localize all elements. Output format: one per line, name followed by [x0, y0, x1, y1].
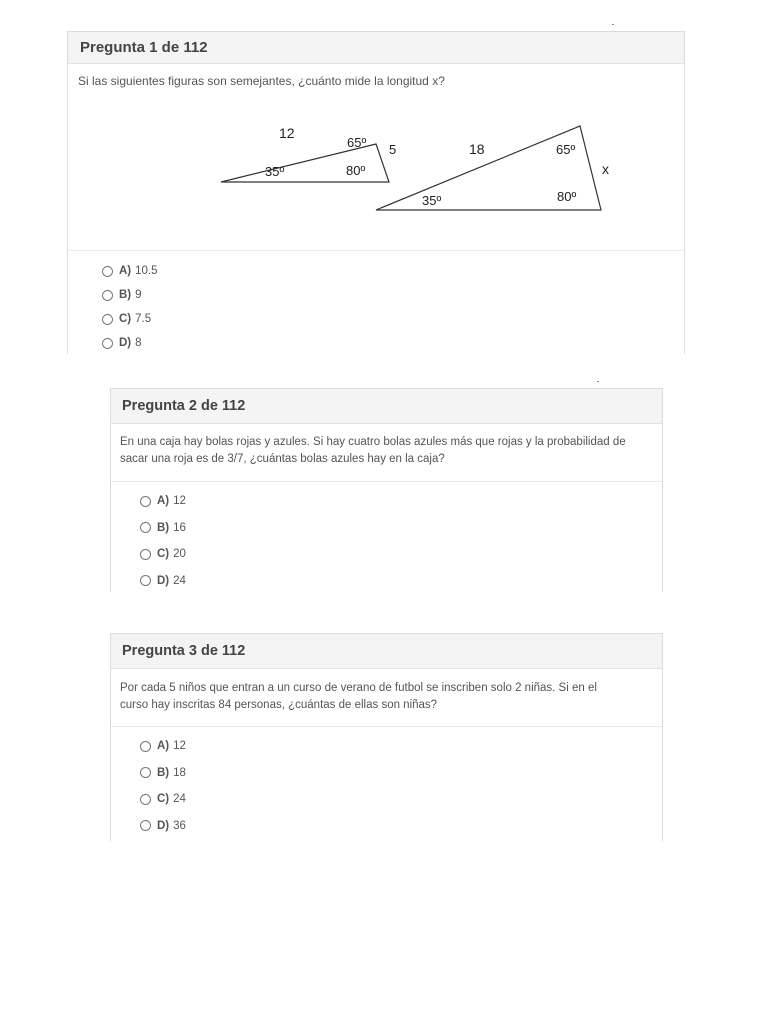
- scan-dot: [597, 381, 599, 382]
- large-angle-top: 65º: [556, 142, 576, 157]
- option-a[interactable]: [102, 259, 158, 283]
- large-angle-bottom-right: 80º: [557, 189, 577, 204]
- option-value: 12: [173, 740, 186, 753]
- option-b[interactable]: [140, 515, 186, 542]
- option-value: 7.5: [135, 313, 152, 325]
- option-letter: C): [157, 548, 170, 561]
- radio-button[interactable]: [102, 266, 113, 277]
- option-value: 18: [173, 766, 186, 779]
- option-value: 24: [173, 793, 186, 806]
- option-b[interactable]: [140, 760, 186, 787]
- radio-button[interactable]: [102, 290, 113, 301]
- question-header: Pregunta 2 de 112: [111, 389, 662, 424]
- small-angle-left: 35º: [265, 164, 285, 179]
- radio-button[interactable]: [140, 522, 151, 533]
- option-value: 12: [173, 495, 186, 508]
- option-letter: B): [157, 521, 170, 534]
- divider: [111, 481, 662, 482]
- large-side-top: 18: [469, 141, 485, 157]
- large-side-right: x: [602, 161, 609, 177]
- question-text-line: Por cada 5 niños que entran a un curso de verano de futbol se inscriben solo 2 niñas. Si en el: [120, 682, 597, 694]
- option-letter: D): [119, 337, 132, 349]
- question-card-1: [67, 31, 685, 354]
- answer-options: [140, 488, 186, 594]
- question-text-line: sacar una roja es de 3/7, ¿cuántas bolas azules hay en la caja?: [120, 453, 445, 465]
- option-value: 36: [173, 819, 186, 832]
- option-letter: D): [157, 574, 170, 587]
- radio-button[interactable]: [140, 741, 151, 752]
- radio-button[interactable]: [140, 496, 151, 507]
- option-c[interactable]: [102, 307, 158, 331]
- radio-button[interactable]: [140, 820, 151, 831]
- option-letter: B): [119, 289, 132, 301]
- option-a[interactable]: [140, 733, 186, 760]
- option-letter: C): [119, 313, 132, 325]
- option-letter: C): [157, 793, 170, 806]
- option-value: 24: [173, 574, 186, 587]
- divider: [68, 250, 684, 251]
- option-d[interactable]: [140, 813, 186, 840]
- divider: [111, 726, 662, 727]
- option-value: 8: [135, 337, 142, 349]
- option-c[interactable]: [140, 541, 186, 568]
- question-header: Pregunta 1 de 112: [68, 32, 684, 64]
- option-value: 9: [135, 289, 142, 301]
- small-angle-bottom-right: 80º: [346, 163, 366, 178]
- option-letter: A): [157, 740, 170, 753]
- small-side-top: 12: [279, 125, 295, 141]
- question-header: Pregunta 3 de 112: [111, 634, 662, 669]
- question-text: [111, 424, 662, 468]
- answer-options: [102, 259, 158, 355]
- option-letter: D): [157, 819, 170, 832]
- radio-button[interactable]: [140, 549, 151, 560]
- large-angle-left: 35º: [422, 193, 442, 208]
- option-value: 10.5: [135, 265, 158, 277]
- question-text: Si las siguientes figuras son semejantes, ¿cuánto mide la longitud x?: [78, 74, 445, 88]
- option-a[interactable]: [140, 488, 186, 515]
- question-card-3: [110, 633, 663, 841]
- option-value: 16: [173, 521, 186, 534]
- option-value: 20: [173, 548, 186, 561]
- question-text: [111, 669, 662, 714]
- small-side-right: 5: [389, 142, 397, 157]
- option-d[interactable]: [140, 568, 186, 595]
- radio-button[interactable]: [140, 794, 151, 805]
- question-text-line: curso hay inscritas 84 personas, ¿cuántas de ellas son niñas?: [120, 699, 438, 711]
- scan-dot: [612, 24, 614, 25]
- radio-button[interactable]: [102, 338, 113, 349]
- radio-button[interactable]: [140, 767, 151, 778]
- small-angle-top: 65º: [347, 135, 367, 150]
- question-text-line: En una caja hay bolas rojas y azules. Si hay cuatro bolas azules más que rojas y la probabilidad de: [120, 436, 626, 448]
- option-letter: A): [119, 265, 132, 277]
- option-letter: B): [157, 766, 170, 779]
- option-d[interactable]: [102, 331, 158, 355]
- answer-options: [140, 733, 186, 839]
- radio-button[interactable]: [102, 314, 113, 325]
- option-b[interactable]: [102, 283, 158, 307]
- option-c[interactable]: [140, 786, 186, 813]
- similar-triangles-figure: [68, 102, 684, 252]
- radio-button[interactable]: [140, 575, 151, 586]
- question-card-2: [110, 388, 663, 592]
- option-letter: A): [157, 495, 170, 508]
